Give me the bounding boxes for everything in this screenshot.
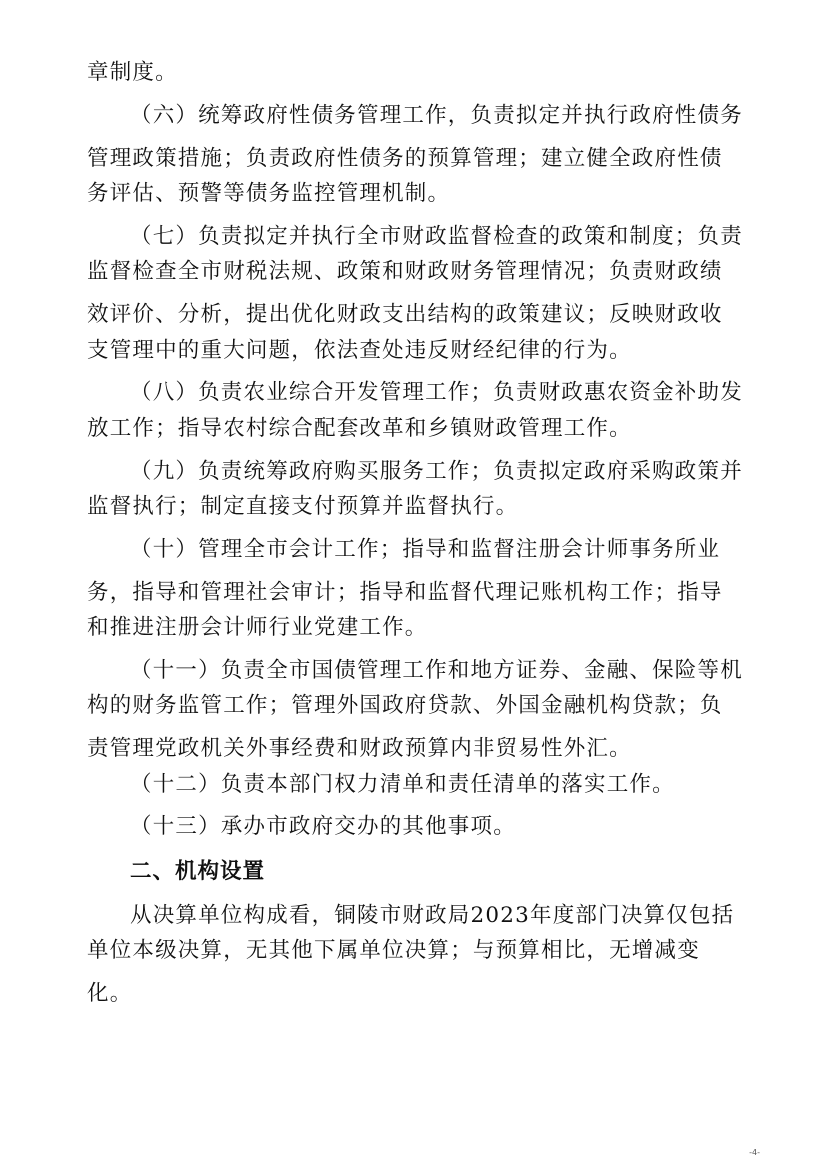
text-line: 管理政策措施；负责政府性债务的预算管理；建立健全政府性债 bbox=[87, 146, 723, 171]
section-paragraph-line: 从决算单位构成看，铜陵市财政局2023年度部门决算仅包括 bbox=[130, 903, 735, 928]
text-line: 化。 bbox=[87, 981, 133, 1006]
text-line: 构的财务监管工作；管理外国政府贷款、外国金融机构贷款；负 bbox=[87, 693, 723, 718]
text-line: 监督检查全市财税法规、政策和财政财务管理情况；负责财政绩 bbox=[87, 259, 723, 284]
text-line: 责管理党政机关外事经费和财政预算内非贸易性外汇。 bbox=[87, 736, 632, 761]
text-line: 监督执行；制定直接支付预算并监督执行。 bbox=[87, 494, 519, 519]
text-line: 放工作；指导农村综合配套改革和乡镇财政管理工作。 bbox=[87, 416, 632, 441]
text-line: 务，指导和管理社会审计；指导和监督代理记账机构工作；指导 bbox=[87, 580, 723, 605]
page-number: -4- bbox=[749, 1148, 760, 1157]
text-line: 和推进注册会计师行业党建工作。 bbox=[87, 615, 428, 640]
section-heading: 二、机构设置 bbox=[130, 859, 266, 884]
text-line: 单位本级决算，无其他下属单位决算；与预算相比，无增减变 bbox=[87, 938, 700, 963]
paragraph-item-11: （十一）负责全市国债管理工作和地方证券、金融、保险等机 bbox=[130, 658, 743, 683]
paragraph-item-8: （八）负责农业综合开发管理工作；负责财政惠农资金补助发 bbox=[130, 380, 743, 405]
paragraph-item-6: （六）统筹政府性债务管理工作，负责拟定并执行政府性债务 bbox=[130, 103, 743, 128]
text-line: 章制度。 bbox=[87, 60, 178, 85]
paragraph-item-12: （十二）负责本部门权力清单和责任清单的落实工作。 bbox=[130, 772, 675, 797]
paragraph-item-10: （十）管理全市会计工作；指导和监督注册会计师事务所业 bbox=[130, 537, 721, 562]
paragraph-item-13: （十三）承办市政府交办的其他事项。 bbox=[130, 814, 516, 839]
text-line: 支管理中的重大问题，依法查处违反财经纪律的行为。 bbox=[87, 338, 632, 363]
paragraph-item-9: （九）负责统筹政府购买服务工作；负责拟定政府采购政策并 bbox=[130, 459, 743, 484]
text-line: 务评估、预警等债务监控管理机制。 bbox=[87, 181, 451, 206]
text-line: 效评价、分析，提出优化财政支出结构的政策建议；反映财政收 bbox=[87, 302, 723, 327]
paragraph-item-7: （七）负责拟定并执行全市财政监督检查的政策和制度；负责 bbox=[130, 224, 743, 249]
